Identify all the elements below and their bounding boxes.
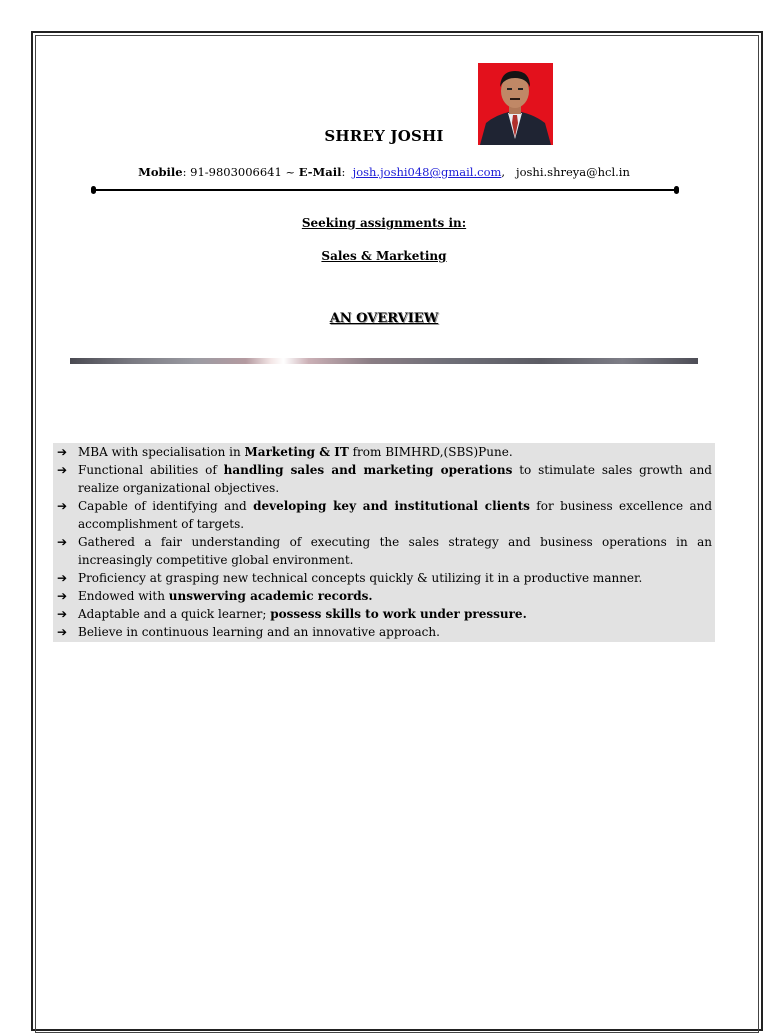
bullet-text: MBA with specialisation in — [78, 445, 245, 459]
bullet-text: Capable of identifying and — [78, 499, 254, 513]
arrow-right-icon: ➔ — [56, 499, 68, 513]
arrow-right-icon: ➔ — [56, 535, 68, 549]
overview-bullet-item — [53, 443, 715, 461]
arrow-right-icon: ➔ — [56, 445, 68, 459]
divider-end-right — [674, 186, 679, 194]
email-secondary: joshi.shreya@hcl.in — [516, 165, 630, 179]
bullet-text: Endowed with — [78, 589, 169, 603]
bullet-text: Gathered a fair understanding of executing the sales strategy and business operations in an increasingly competitive global environment. — [78, 535, 712, 567]
overview-heading: AN OVERVIEW — [329, 311, 439, 326]
candidate-name: SHREY JOSHI — [324, 127, 444, 145]
email-separator: : — [341, 165, 346, 179]
arrow-right-icon: ➔ — [56, 463, 68, 477]
overview-bullet-list — [53, 443, 715, 642]
overview-bullet-item — [53, 497, 715, 533]
bullet-text-bold: handling sales and marketing operations — [223, 463, 513, 477]
arrow-right-icon: ➔ — [56, 589, 68, 603]
decorative-divider — [70, 358, 698, 364]
target-sector: Sales & Marketing — [321, 249, 447, 263]
bullet-text-bold: developing key and institutional clients — [253, 499, 530, 513]
overview-bullet-item — [53, 605, 715, 623]
divider-end-left — [91, 186, 96, 194]
bullet-text: to stimulate sales growth and realize organizational objectives. — [78, 463, 712, 495]
bullet-text-bold: Marketing & IT — [244, 445, 349, 459]
overview-bullet-item — [53, 533, 715, 569]
bullet-text: for business excellence and accomplishment of targets. — [78, 499, 713, 531]
arrow-right-icon: ➔ — [56, 625, 68, 639]
overview-bullet-item — [53, 587, 715, 605]
bullet-text-bold: possess skills to work under pressure. — [270, 607, 527, 621]
email-comma: , — [501, 165, 506, 179]
bullet-text: Believe in continuous learning and an innovative approach. — [78, 625, 440, 639]
bullet-text: Functional abilities of — [78, 463, 224, 477]
mobile-number: : 91-9803006641 ~ — [182, 165, 296, 179]
bullet-text: Proficiency at grasping new technical concepts quickly & utilizing it in a productive manner. — [78, 571, 643, 585]
bullet-text-bold: unswerving academic records. — [168, 589, 373, 603]
bullet-text: Adaptable and a quick learner; — [78, 607, 271, 621]
email-link-primary[interactable]: josh.joshi048@gmail.com — [352, 165, 502, 179]
header-divider — [93, 189, 677, 191]
overview-bullet-item — [53, 623, 715, 641]
arrow-right-icon: ➔ — [56, 607, 68, 621]
mobile-label: Mobile — [138, 165, 183, 179]
arrow-right-icon: ➔ — [56, 571, 68, 585]
email-label: E-Mail — [298, 165, 342, 179]
bullet-text: from BIMHRD,(SBS)Pune. — [348, 445, 513, 459]
contact-line — [0, 165, 768, 179]
overview-bullet-item — [53, 461, 715, 497]
seeking-heading: Seeking assignments in: — [301, 216, 467, 230]
overview-bullet-item — [53, 569, 715, 587]
